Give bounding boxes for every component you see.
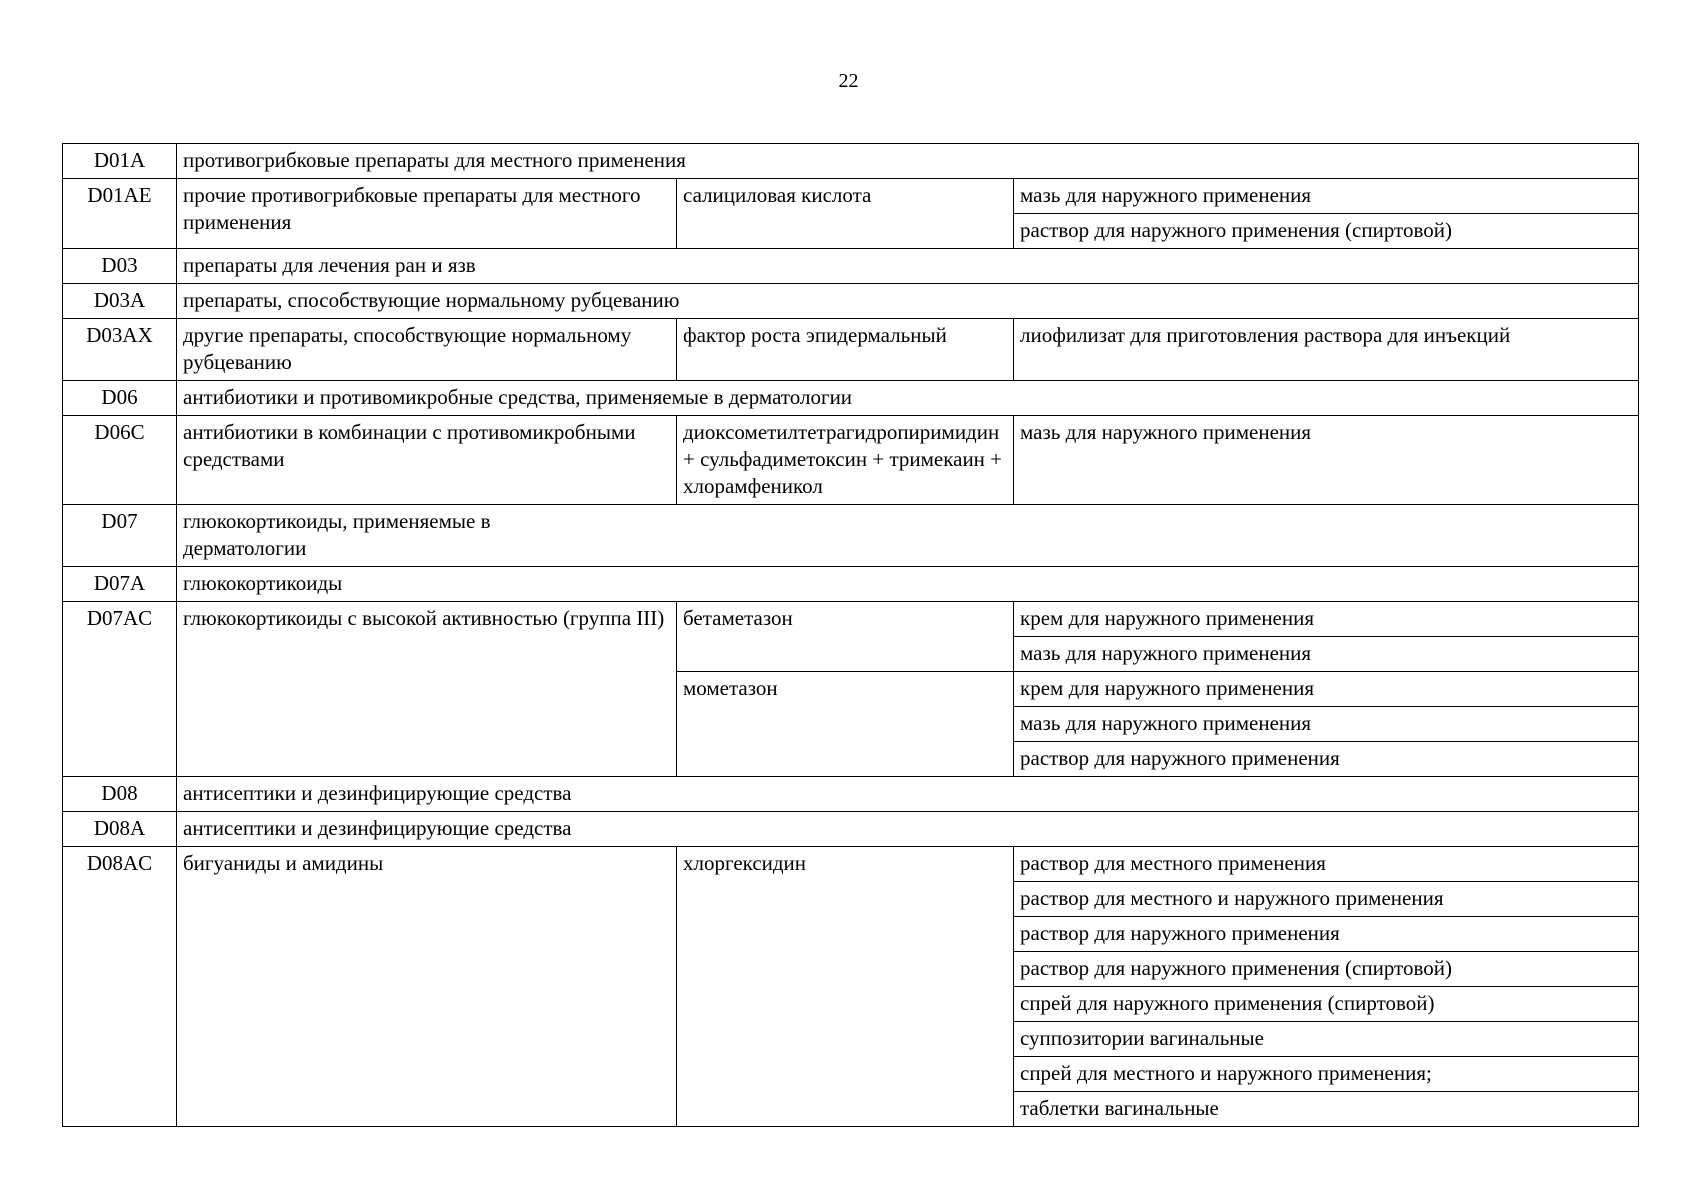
atc-code: D01AE (63, 179, 177, 249)
dosage-form: крем для наружного применения (1014, 672, 1639, 707)
atc-code: D07AC (63, 602, 177, 777)
table-row (63, 777, 1639, 812)
atc-code: D07 (63, 505, 177, 567)
dosage-form: раствор для наружного применения (1014, 742, 1639, 777)
group-name: антибиотики в комбинации с противомикробными средствами (177, 416, 677, 505)
dosage-form: суппозитории вагинальные (1014, 1022, 1639, 1057)
table-row (63, 179, 1639, 214)
atc-code: D03 (63, 249, 177, 284)
atc-code: D07A (63, 567, 177, 602)
dosage-form: мазь для наружного применения (1014, 637, 1639, 672)
dosage-form: раствор для местного и наружного применения (1014, 882, 1639, 917)
page-number: 22 (838, 70, 859, 92)
atc-code: D06C (63, 416, 177, 505)
group-name: глюкокортикоиды, применяемые в дерматологии (177, 505, 1639, 567)
group-name: другие препараты, способствующие нормальному рубцеванию (177, 319, 677, 381)
drug-name: фактор роста эпидермальный (677, 319, 1014, 381)
group-name: глюкокортикоиды с высокой активностью (группа III) (177, 602, 677, 777)
atc-code: D06 (63, 381, 177, 416)
table-row (63, 505, 1639, 567)
atc-code: D08 (63, 777, 177, 812)
table-row (63, 381, 1639, 416)
dosage-form: спрей для наружного применения (спиртовой) (1014, 987, 1639, 1022)
table-row (63, 144, 1639, 179)
group-name: глюкокортикоиды (177, 567, 1639, 602)
atc-code: D08AC (63, 847, 177, 1127)
atc-code: D08A (63, 812, 177, 847)
atc-code: D01A (63, 144, 177, 179)
atc-code: D03AX (63, 319, 177, 381)
drug-name: диоксометилтетрагидропиримидин + сульфадиметоксин + тримекаин + хлорамфеникол (677, 416, 1014, 505)
group-name: антисептики и дезинфицирующие средства (177, 777, 1639, 812)
dosage-form: раствор для наружного применения (спиртовой) (1014, 214, 1639, 249)
table-row (63, 812, 1639, 847)
dosage-form: раствор для наружного применения (спиртовой) (1014, 952, 1639, 987)
dosage-form: мазь для наружного применения (1014, 179, 1639, 214)
dosage-form: мазь для наружного применения (1014, 707, 1639, 742)
dosage-form: спрей для местного и наружного применения; (1014, 1057, 1639, 1092)
table-row (63, 416, 1639, 505)
table-row (63, 249, 1639, 284)
group-name: антисептики и дезинфицирующие средства (177, 812, 1639, 847)
drug-name: бетаметазон (677, 602, 1014, 672)
atc-code: D03A (63, 284, 177, 319)
drug-name: хлоргексидин (677, 847, 1014, 1127)
drug-name: мометазон (677, 672, 1014, 777)
dosage-form: крем для наружного применения (1014, 602, 1639, 637)
dosage-form: таблетки вагинальные (1014, 1092, 1639, 1127)
drug-name: салициловая кислота (677, 179, 1014, 249)
group-name: препараты, способствующие нормальному рубцеванию (177, 284, 1639, 319)
dosage-form: раствор для местного применения (1014, 847, 1639, 882)
dosage-form: лиофилизат для приготовления раствора для инъекций (1014, 319, 1639, 381)
dosage-form: мазь для наружного применения (1014, 416, 1639, 505)
group-name: препараты для лечения ран и язв (177, 249, 1639, 284)
table-row (63, 319, 1639, 381)
table-row (63, 284, 1639, 319)
group-name: прочие противогрибковые препараты для местного применения (177, 179, 677, 249)
table-row (63, 567, 1639, 602)
drug-table (62, 143, 1639, 1127)
group-name: антибиотики и противомикробные средства, применяемые в дерматологии (177, 381, 1639, 416)
group-name: противогрибковые препараты для местного применения (177, 144, 1639, 179)
table-row (63, 847, 1639, 882)
group-name: бигуаниды и амидины (177, 847, 677, 1127)
dosage-form: раствор для наружного применения (1014, 917, 1639, 952)
table-row (63, 602, 1639, 637)
